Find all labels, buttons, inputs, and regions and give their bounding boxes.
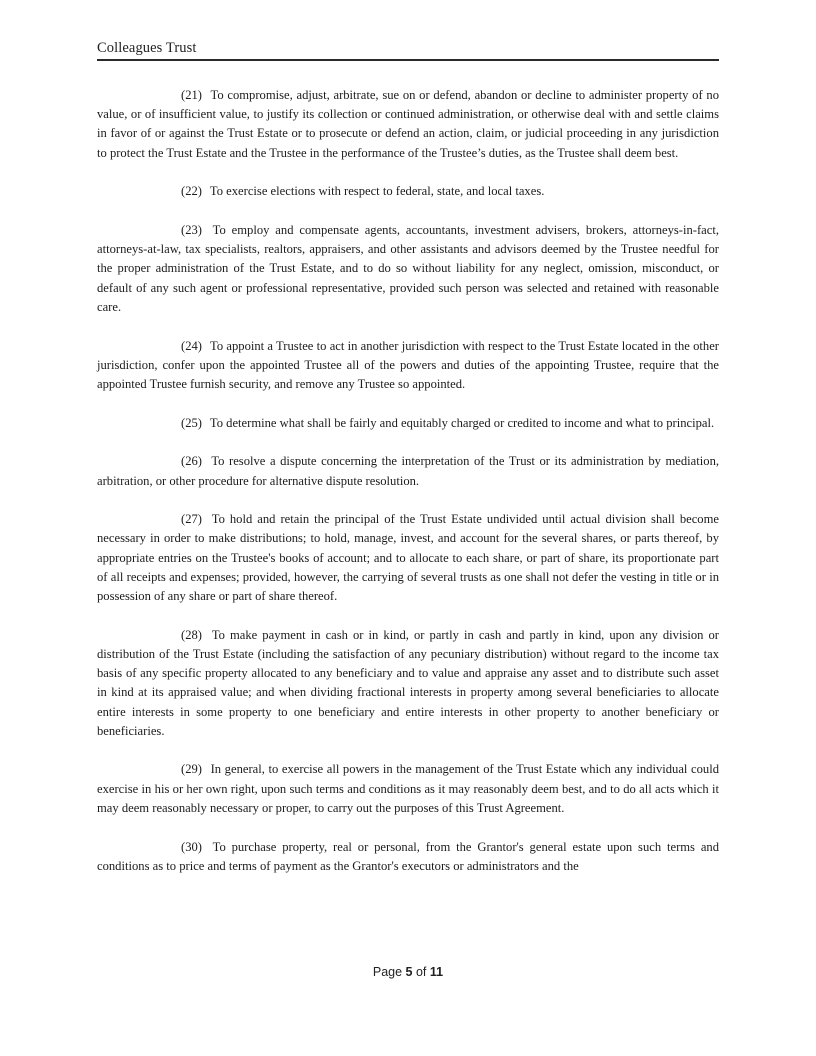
paragraph-number: (24): [181, 338, 202, 353]
paragraph-22: [97, 182, 719, 201]
page-number: 5: [405, 965, 413, 979]
paragraph-text: To employ and compensate agents, accountants, investment advisers, brokers, attorneys-in-fact, attorneys-at-law, tax specialists, realtors, appraisers, and other assistants and advisors deemed by the Trustee needful for the proper administration of the Trust Estate, and to do so without liability for any neglect, omission, misconduct, or default of any such agent or professional representative, provided such person was selected and retained with reasonable care.: [97, 223, 720, 314]
paragraph-28: [97, 626, 719, 741]
paragraph-number: (23): [181, 223, 202, 238]
running-header: Colleagues Trust: [97, 40, 197, 56]
paragraph-text: To hold and retain the principal of the Trust Estate undivided until actual division shall become necessary in order to make distributions; to hold, manage, invest, and account for the several shares, or parts thereof, by appropriate entries on the Trustee's books of account; and to allocate to each share, or part of share, its proportionate part of all receipts and expenses; provided, however, the carrying of several trusts as one shall not defer the vesting in title or in possession of any share or part of share thereof.: [97, 512, 719, 604]
paragraph-30: [97, 838, 719, 876]
paragraph-text: To resolve a dispute concerning the interpretation of the Trust or its administration by mediation, arbitration, or other procedure for alternative dispute resolution.: [97, 454, 720, 488]
paragraph-text: To compromise, adjust, arbitrate, sue on or defend, abandon or decline to administer property of no value, or of insufficient value, to justify its collection or continued administration, or otherwise deal with and settle claims in favor of or against the Trust Estate or to prosecute or defend an action, claim, or judicial proceeding in any jurisdiction to protect the Trust Estate and the Trustee in the performance of the Trustee’s duties, as the Trustee shall deem best.: [97, 88, 719, 160]
paragraph-24: [97, 337, 719, 395]
paragraph-27: [97, 510, 719, 606]
paragraph-29: [97, 760, 719, 818]
paragraph-number: (29): [181, 762, 202, 777]
paragraph-number: (28): [181, 627, 202, 642]
page-total: 11: [429, 965, 444, 979]
paragraph-text: To exercise elections with respect to federal, state, and local taxes.: [209, 184, 545, 199]
paragraph-21: [97, 86, 719, 163]
paragraph-number: (25): [181, 415, 202, 430]
paragraph-25: [97, 414, 719, 433]
paragraph-26: [97, 452, 719, 490]
paragraph-text: To appoint a Trustee to act in another jurisdiction with respect to the Trust Estate located in the other jurisdiction, confer upon the appointed Trustee all of the powers and duties of the appointing Trustee, require that the appointed Trustee furnish security, and remove any Trustee so appointed.: [97, 338, 720, 391]
paragraph-text: To make payment in cash or in kind, or partly in cash and partly in kind, upon any division or distribution of the Trust Estate (including the satisfaction of any pecuniary distribution) without regard to the income tax basis of any specific property allocated to any beneficiary and to value and appraise any asset and to distribute such asset in kind at its appraised value; and when dividing fractional interests in property among several beneficiaries to allocate entire interests in some property to one beneficiary and entire interests in other property to another beneficiary or beneficiaries.: [97, 627, 719, 738]
paragraph-number: (27): [181, 512, 202, 527]
paragraph-text: To purchase property, real or personal, from the Grantor's general estate upon such terms and conditions as to price and terms of payment as the Grantor's executors or administrators and the: [97, 839, 719, 873]
document-body: [97, 86, 719, 896]
paragraph-text: In general, to exercise all powers in the management of the Trust Estate which any individual could exercise in his or her own right, upon such terms and conditions as it may reasonably deem best, and to do all acts which it may deem reasonably necessary or proper, to carry out the purposes of this Trust Agreement.: [97, 762, 719, 815]
paragraph-number: (30): [181, 839, 202, 854]
page-label: Page: [372, 965, 403, 979]
page-footer: [0, 965, 816, 979]
paragraph-number: (26): [181, 454, 202, 469]
of-label: of: [415, 965, 427, 979]
paragraph-number: (21): [181, 88, 202, 102]
paragraph-number: (22): [181, 184, 202, 199]
paragraph-text: To determine what shall be fairly and equitably charged or credited to income and what to principal.: [209, 415, 715, 430]
header-rule: [97, 59, 719, 61]
paragraph-23: [97, 221, 719, 317]
